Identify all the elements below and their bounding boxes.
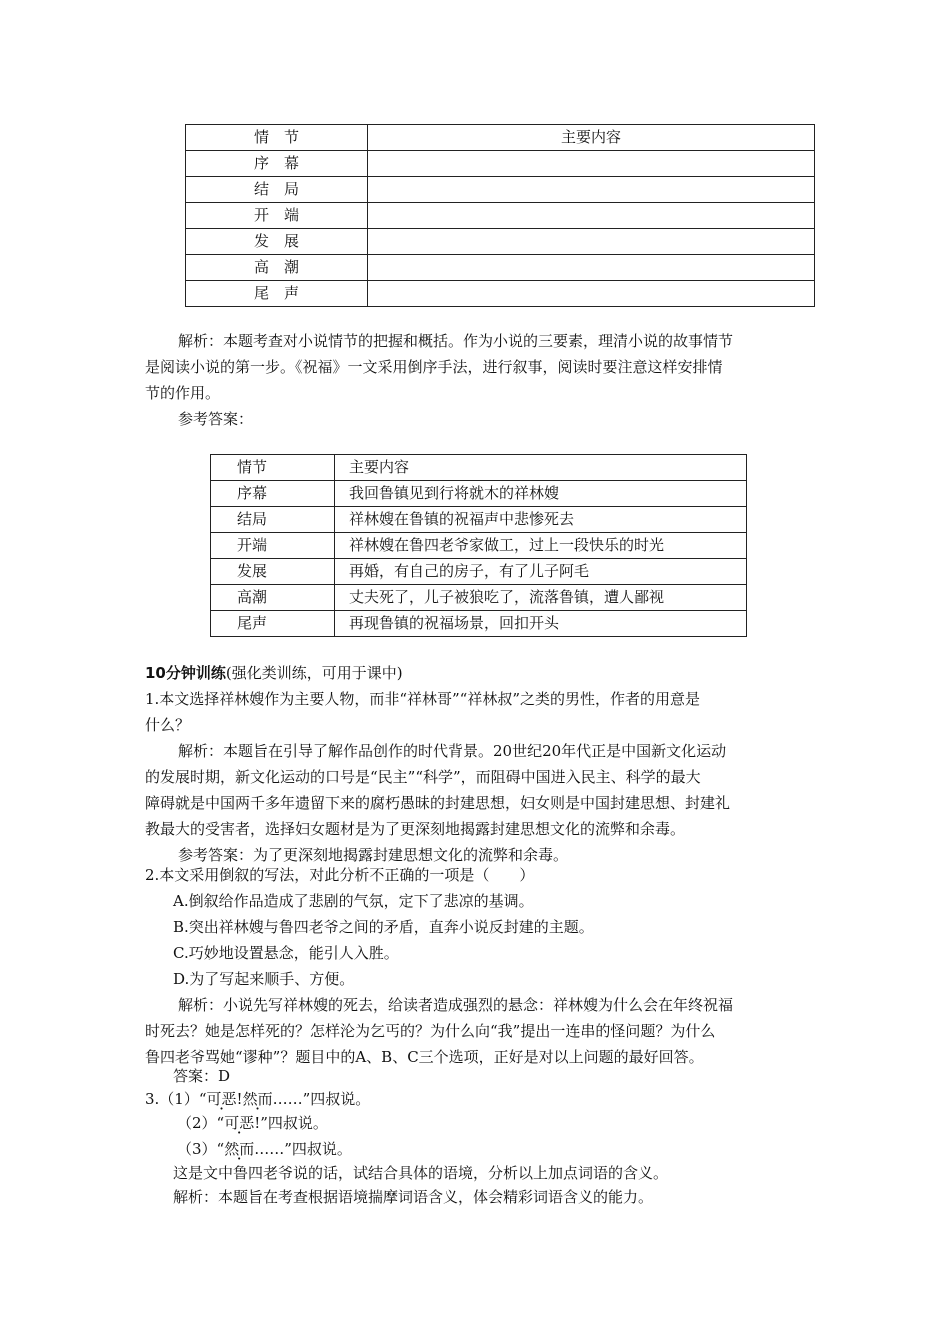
quote-close: ……”四叔说。 — [272, 1090, 371, 1108]
quote-open: （2）“ — [177, 1114, 225, 1132]
quote-open: 3.（1）“ — [145, 1090, 207, 1108]
table-header-cell: 主要内容 — [368, 125, 815, 151]
table-cell: 我回鲁镇见到行将就木的祥林嫂 — [335, 481, 747, 507]
table-row — [211, 611, 747, 637]
quote-open: （3）“ — [177, 1140, 225, 1158]
analysis-text: 教最大的受害者，选择妇女题材是为了更深刻地揭露封建思想文化的流弊和余毒。 — [145, 820, 686, 838]
question-3-part-1 — [145, 1086, 370, 1112]
table-cell: 开 端 — [186, 203, 368, 229]
analysis-text: 鲁四老爷骂她“谬种”？题目中的A、B、C三个选项，正好是对以上问题的最好回答。 — [145, 1048, 704, 1066]
table-cell-empty — [368, 151, 815, 177]
table-row — [211, 507, 747, 533]
question-3-part-3 — [177, 1136, 352, 1162]
table-cell: 结 局 — [186, 177, 368, 203]
section-title: 10分钟训练 — [145, 664, 226, 682]
table-row — [186, 281, 815, 307]
section-subtitle: (强化类训练，可用于课中) — [225, 664, 403, 682]
question-3-task: 这是文中鲁四老爷说的话，试结合具体的语境，分析以上加点词语的含义。 — [173, 1164, 669, 1182]
table-cell: 序幕 — [211, 481, 335, 507]
question-3-part-2 — [177, 1110, 328, 1136]
table-row — [211, 533, 747, 559]
table-cell: 高潮 — [211, 585, 335, 611]
table-header-cell: 情节 — [211, 455, 335, 481]
punct: ! — [236, 1090, 243, 1108]
analysis-text: 解析：本题旨在考查根据语境揣摩词语含义，体会精彩词语含义的能力。 — [173, 1188, 654, 1206]
table-cell: 发 展 — [186, 229, 368, 255]
table-header-cell: 情 节 — [186, 125, 368, 151]
table-row — [211, 585, 747, 611]
table-cell: 祥林嫂在鲁四老爷家做工，过上一段快乐的时光 — [335, 533, 747, 559]
table-cell-empty — [368, 255, 815, 281]
analysis-text: 节的作用。 — [145, 384, 221, 402]
reference-answer: 参考答案：为了更深刻地揭露封建思想文化的流弊和余毒。 — [178, 846, 569, 864]
question-1-stem-cont: 什么？ — [145, 716, 191, 734]
option-c: C.巧妙地设置悬念，能引人入胜。 — [173, 944, 399, 962]
dotted-word: 然而 — [242, 1090, 273, 1108]
dotted-word: 然而 — [224, 1140, 255, 1158]
plot-table-answer — [210, 454, 747, 637]
option-a: A.倒叙给作品造成了悲剧的气氛，定下了悲凉的基调。 — [173, 892, 534, 910]
plot-table-blank — [185, 124, 815, 307]
option-b: B.突出祥林嫂与鲁四老爷之间的矛盾，直奔小说反封建的主题。 — [173, 918, 594, 936]
table-cell: 开端 — [211, 533, 335, 559]
table-row — [186, 229, 815, 255]
table-header-row — [211, 455, 747, 481]
table-cell: 序 幕 — [186, 151, 368, 177]
table-cell-empty — [368, 229, 815, 255]
table-cell: 结局 — [211, 507, 335, 533]
analysis-text: 解析：本题旨在引导了解作品创作的时代背景。20世纪20年代正是中国新文化运动 — [178, 742, 727, 760]
table-cell: 祥林嫂在鲁镇的祝福声中悲惨死去 — [335, 507, 747, 533]
quote-close: !”四叔说。 — [254, 1114, 328, 1132]
section-heading — [145, 660, 403, 686]
table-header-row — [186, 125, 815, 151]
table-cell: 尾 声 — [186, 281, 368, 307]
answer: 答案：D — [173, 1067, 231, 1085]
table-row — [186, 177, 815, 203]
table-cell: 发展 — [211, 559, 335, 585]
analysis-text: 的发展时期，新文化运动的口号是“民主”“科学”，而阻碍中国进入民主、科学的最大 — [145, 768, 701, 786]
dotted-word: 可恶 — [224, 1114, 255, 1132]
analysis-text: 障碍就是中国两千多年遗留下来的腐朽愚昧的封建思想，妇女则是中国封建思想、封建礼 — [145, 794, 731, 812]
table-row — [211, 559, 747, 585]
analysis-text: 解析：小说先写祥林嫂的死去，给读者造成强烈的悬念：祥林嫂为什么会在年终祝福 — [178, 996, 734, 1014]
question-1-stem: 1.本文选择祥林嫂作为主要人物，而非“祥林哥”“祥林叔”之类的男性，作者的用意是 — [145, 690, 700, 708]
dotted-word: 可恶 — [206, 1090, 237, 1108]
table-row — [186, 151, 815, 177]
table-header-cell: 主要内容 — [335, 455, 747, 481]
analysis-text: 时死去？她是怎样死的？怎样沦为乞丐的？为什么向“我”提出一连串的怪问题？为什么 — [145, 1022, 716, 1040]
table-cell-empty — [368, 281, 815, 307]
table-cell: 丈夫死了，儿子被狼吃了，流落鲁镇，遭人鄙视 — [335, 585, 747, 611]
table-row — [186, 203, 815, 229]
table-cell: 尾声 — [211, 611, 335, 637]
analysis-text: 是阅读小说的第一步。《祝福》一文采用倒序手法，进行叙事，阅读时要注意这样安排情 — [145, 358, 723, 376]
question-2-stem: 2.本文采用倒叙的写法，对此分析不正确的一项是（ ） — [145, 866, 535, 884]
quote-close: ……”四叔说。 — [254, 1140, 352, 1158]
table-cell-empty — [368, 203, 815, 229]
table-cell-empty — [368, 177, 815, 203]
option-d: D.为了写起来顺手、方便。 — [173, 970, 355, 988]
reference-answer-label: 参考答案： — [178, 410, 254, 428]
table-cell: 高 潮 — [186, 255, 368, 281]
table-row — [211, 481, 747, 507]
table-row — [186, 255, 815, 281]
table-cell: 再现鲁镇的祝福场景，回扣开头 — [335, 611, 747, 637]
analysis-text: 解析：本题考查对小说情节的把握和概括。作为小说的三要素，理清小说的故事情节 — [178, 332, 734, 350]
table-cell: 再婚，有自己的房子，有了儿子阿毛 — [335, 559, 747, 585]
